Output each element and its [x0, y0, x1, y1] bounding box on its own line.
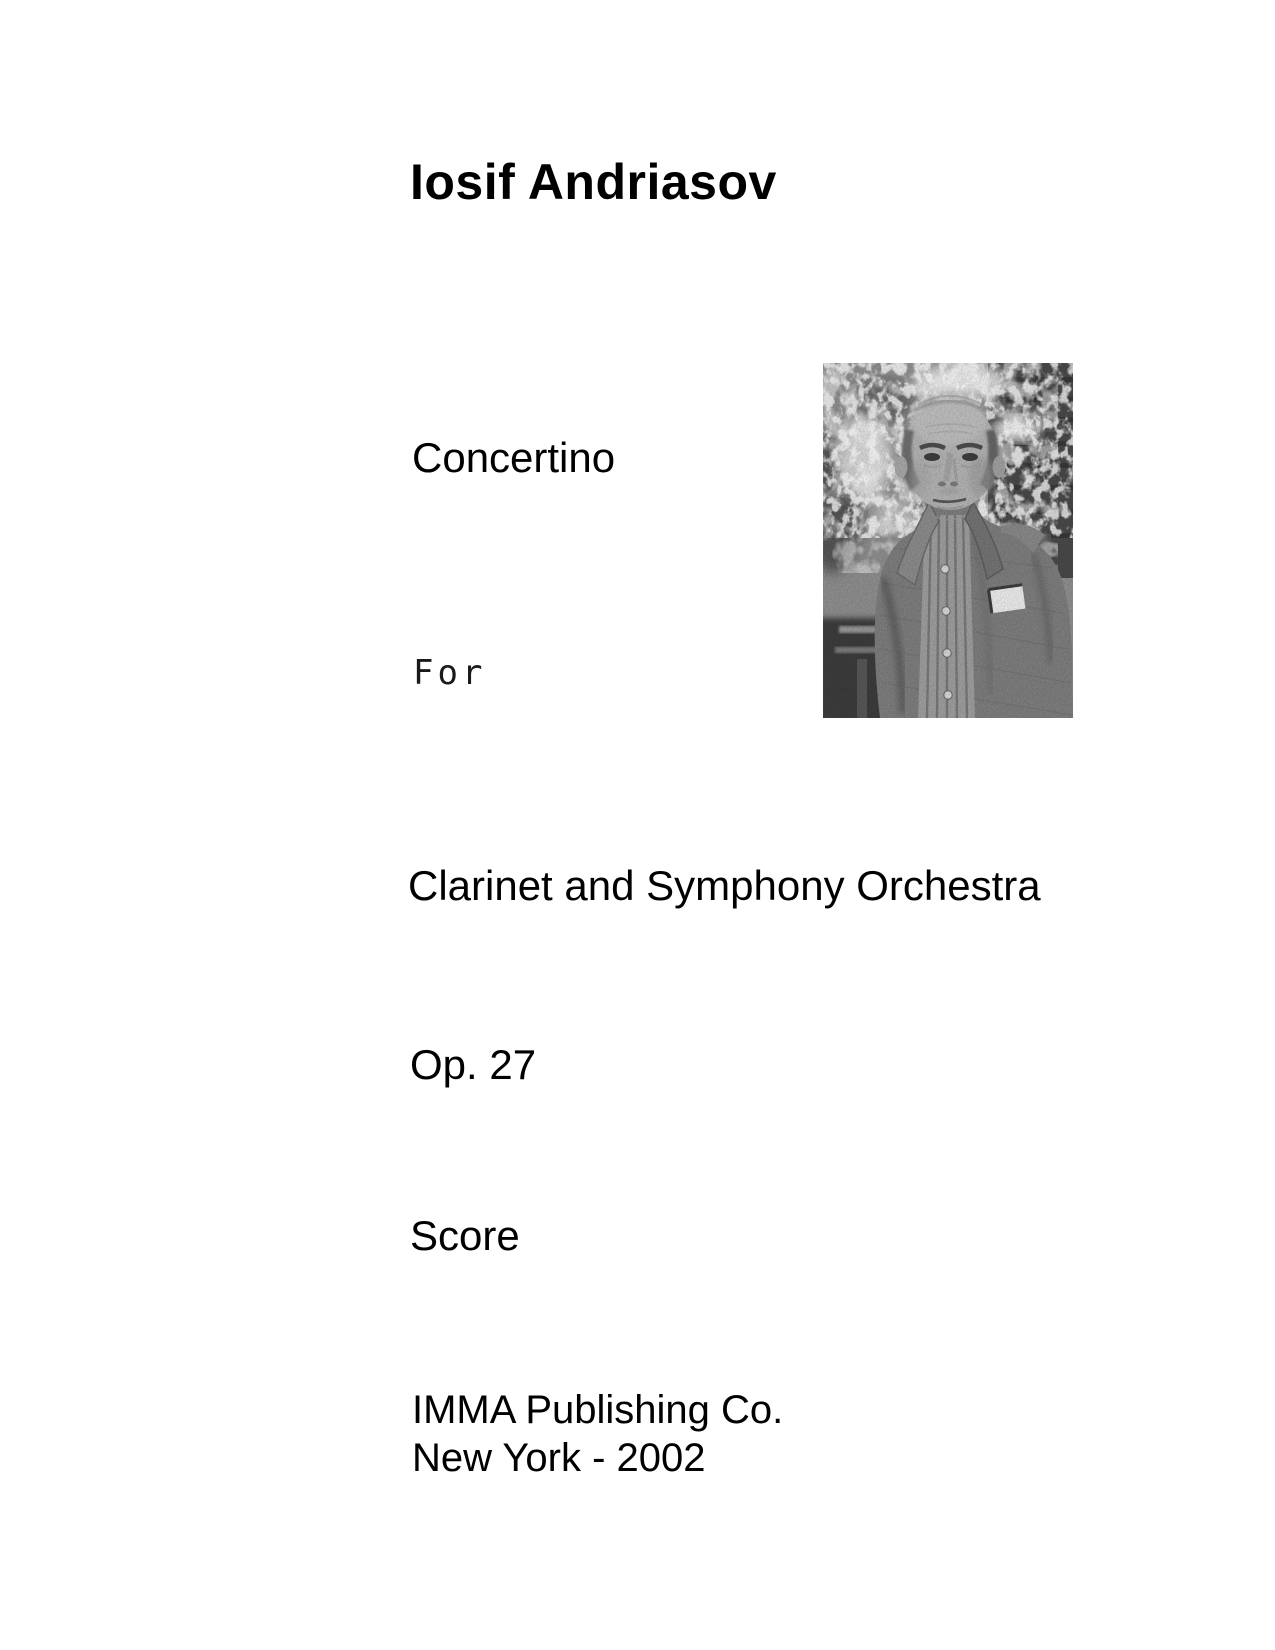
publisher-imprint	[412, 1386, 783, 1482]
composer-name: Iosif Andriasov	[410, 154, 777, 210]
publication-place-year: New York - 2002	[412, 1436, 706, 1480]
preposition-for: For	[413, 653, 487, 693]
instrumentation: Clarinet and Symphony Orchestra	[408, 862, 1041, 909]
edition-type: Score	[410, 1212, 520, 1259]
composer-portrait-image	[823, 363, 1073, 718]
publisher-name: IMMA Publishing Co.	[412, 1388, 784, 1432]
work-title: Concertino	[412, 434, 616, 481]
opus-number: Op. 27	[410, 1041, 537, 1088]
composer-photo	[823, 363, 1073, 718]
